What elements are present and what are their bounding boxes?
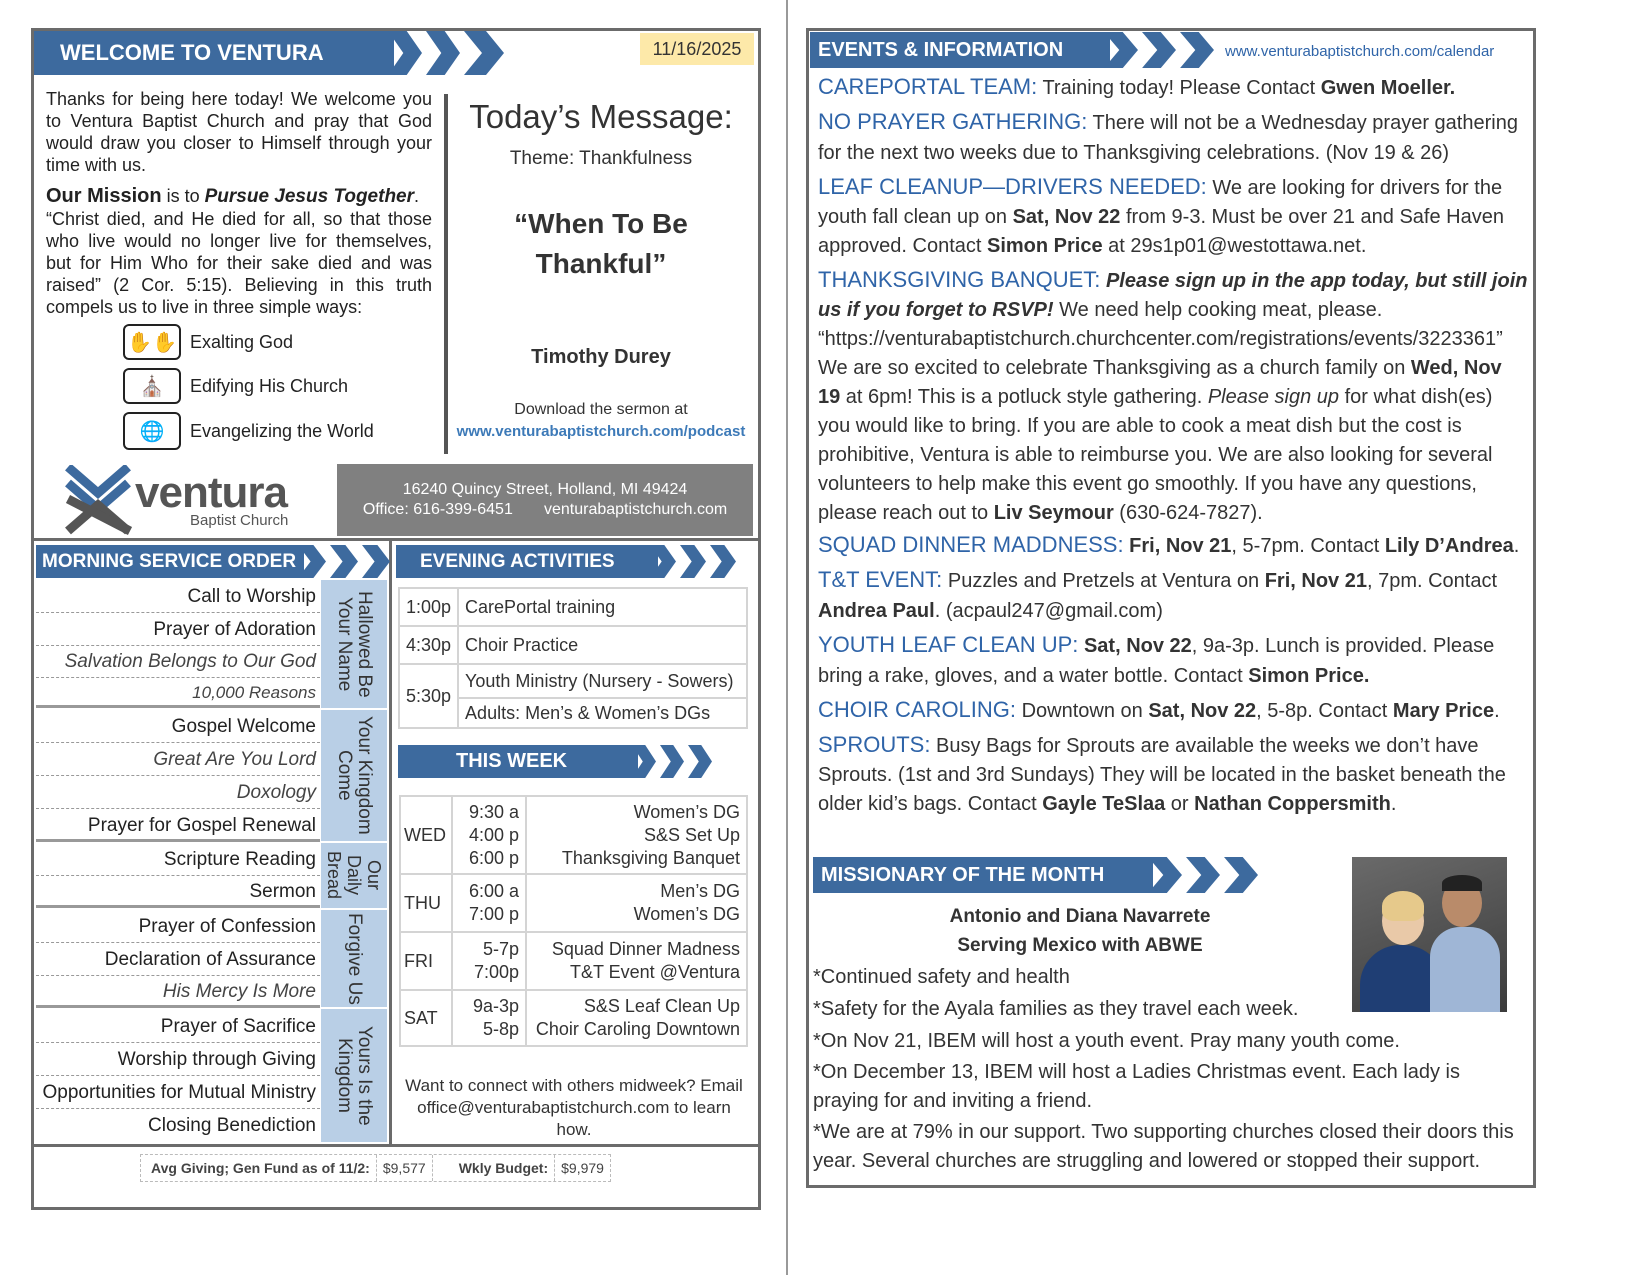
church-icon: ⛪ <box>123 368 181 404</box>
week-time: 7:00p <box>473 962 519 982</box>
globe-icon: 🌐 <box>123 412 181 450</box>
event-leaf-cleanup: LEAF CLEANUP—DRIVERS NEEDED: We are looking for drivers for the youth fall clean up on Sat, Nov 22 from 9-3. Must be over 21 and Safe Haven approved. Contact Simon Price at 29s1p01@westottawa.net. <box>818 174 1504 257</box>
service-item: Call to Worship <box>36 580 320 613</box>
date-badge: 11/16/2025 <box>640 33 754 65</box>
week-event: S&S Set Up <box>643 824 740 845</box>
events-list <box>818 72 1528 819</box>
prayer-item: *On Nov 21, IBEM will host a youth event. Pray many youth come. <box>813 1030 1400 1052</box>
event-sprouts: SPROUTS: Busy Bags for Sprouts are available the weeks we don’t have Sprouts. (1st and 3rd Sundays) They will be located in the basket beneath the older kid’s bags. Contact Gayle TeSlaa or Nathan Coppersmith. <box>818 732 1506 815</box>
event-choir: CHOIR CAROLING: Downtown on Sat, Nov 22, 5-8p. Contact Mary Price. <box>818 697 1500 722</box>
page-fold <box>786 0 788 1275</box>
week-table <box>399 795 748 1047</box>
service-chevron-icon <box>298 545 394 578</box>
mission-statement: Our Mission is to Pursue Jesus Together. “Christ died, and He died for all, so that those who live would no longer live for themselves, but for Him Who for their sake died and was raised” (2 Cor. 5:15). Believing in this truth compels us to live in three simple ways: <box>46 185 432 317</box>
service-item: Scripture Reading <box>36 844 320 876</box>
budget-label: Wkly Budget: <box>458 1160 549 1176</box>
week-time: 9:30 a <box>468 801 519 822</box>
evening-table <box>398 587 748 729</box>
week-time: 7:00 p <box>468 904 519 924</box>
worship-hands-icon: ✋✋ <box>123 324 181 360</box>
week-time: 5-7p <box>482 939 519 959</box>
giving-average: $9,577 <box>376 1155 433 1181</box>
evening-activity: Youth Ministry (Nursery - Sowers) <box>458 664 747 698</box>
week-day: THU <box>400 874 452 932</box>
events-header <box>810 32 1110 68</box>
welcome-header <box>34 31 394 75</box>
week-time: 9a-3p <box>472 996 519 1016</box>
service-item: Prayer for Gospel Renewal <box>36 809 320 842</box>
week-event: Thanksgiving Banquet <box>561 847 740 868</box>
message-heading: Today’s Message: <box>469 98 733 135</box>
message-title-line1: “When To Be <box>514 208 688 239</box>
week-event: Squad Dinner Madness <box>551 939 740 959</box>
mission-is: is to <box>161 186 205 206</box>
service-item: 10,000 Reasons <box>36 678 320 708</box>
connect-note: Want to connect with others midweek? Email office@venturabaptistchurch.com to learn how. <box>405 1076 743 1139</box>
event-no-prayer: NO PRAYER GATHERING: There will not be a Wednesday prayer gathering for the next two weeks due to Thanksgiving celebrations. (Nov 19 & 26) <box>818 109 1518 164</box>
message-title-line2: Thankful” <box>535 248 667 279</box>
prayer-item: *Safety for the Ayala families as they travel each week. <box>813 998 1299 1020</box>
missionary-header <box>813 857 1153 893</box>
welcome-intro: Thanks for being here today! We welcome you to Ventura Baptist Church and pray that God would draw you closer to Himself through your time with us. <box>46 89 432 175</box>
service-item: Gospel Welcome <box>36 710 320 743</box>
service-side-label: Yours Is the Kingdom <box>321 1009 387 1142</box>
mission-emphasis: Pursue Jesus Together <box>204 186 415 207</box>
event-banquet: THANKSGIVING BANQUET: Please sign up in the app today, but still join us if you forget to RSVP! We need help cooking meat, please. “https://venturabaptistchurch.churchcenter.com/registrations/events/3223361” We are so excited to celebrate Thanksgiving as a church family on Wed, Nov 19 at 6pm! This is a potluck style gathering. Please sign up for what dish(es) you would like to bring. If you are able to cook a meat dish but the cost is prohibitive, Ventura is able to reimburse you. We are also looking for several volunteers to help make this event go smoothly. If you have any questions, please reach out to Liv Seymour (630-624-7827). <box>818 267 1528 524</box>
evening-row <box>399 588 747 626</box>
evening-row <box>399 664 747 698</box>
ventura-logo-icon <box>60 465 136 535</box>
mission-lead: Our Mission <box>46 185 162 207</box>
service-item: Sermon <box>36 876 320 908</box>
service-item: Doxology <box>36 776 320 809</box>
service-side-label: Hallowed Be Your Name <box>321 580 387 708</box>
prayer-item: *Continued safety and health <box>813 966 1070 988</box>
missionary-names: Antonio and Diana Navarrete <box>949 906 1211 927</box>
missionary-chevron-icon <box>1148 857 1262 893</box>
service-side-label: Our Daily Bread <box>321 843 387 908</box>
week-chevron-icon <box>632 745 716 778</box>
section-divider <box>31 538 761 541</box>
evening-time: 5:30p <box>399 664 458 728</box>
giving-bar <box>140 1154 611 1182</box>
service-item: Salvation Belongs to Our God <box>36 646 320 678</box>
service-title: MORNING SERVICE ORDER <box>42 550 297 572</box>
evening-time: 4:30p <box>399 626 458 664</box>
week-time: 6:00 a <box>468 881 519 901</box>
welcome-title: WELCOME TO VENTURA <box>60 40 324 65</box>
calendar-link[interactable]: www.venturabaptistchurch.com/calendar <box>1225 43 1495 60</box>
service-item: Great Are You Lord <box>36 743 320 776</box>
mission-body: “Christ died, and He died for all, so that those who live would no longer live for themselves, but for Him Who for their sake died and was raised” (2 Cor. 5:15). Believing in this truth compels us to live in three simple ways: <box>46 209 432 317</box>
week-time: 5-8p <box>482 1019 519 1039</box>
week-event: T&T Event @Ventura <box>569 962 740 982</box>
service-item: Declaration of Assurance <box>36 943 320 976</box>
evening-activity: CarePortal training <box>458 588 747 626</box>
giving-divider <box>31 1144 761 1147</box>
week-row <box>400 874 747 932</box>
way-evangelizing: Evangelizing the World <box>190 421 374 441</box>
logo-name: ventura <box>135 468 287 517</box>
way-exalting: Exalting God <box>190 332 294 352</box>
missionary-title: MISSIONARY OF THE MONTH <box>821 863 1105 886</box>
message-theme: Theme: Thankfulness <box>509 148 693 169</box>
week-time: 6:00 p <box>468 847 519 868</box>
service-side-label: Forgive Us <box>321 910 387 1007</box>
evening-activity: Adults: Men’s & Women’s DGs <box>458 698 747 728</box>
column-divider <box>389 540 392 1146</box>
address-website[interactable]: venturabaptistchurch.com <box>543 501 728 518</box>
service-header <box>36 545 304 578</box>
week-row <box>400 932 747 990</box>
event-careportal: CAREPORTAL TEAM: Training today! Please Contact Gwen Moeller. <box>818 74 1456 99</box>
service-item: Prayer of Confession <box>36 910 320 943</box>
prayer-item: *On December 13, IBEM will host a Ladies Christmas event. Each lady is praying for and inviting a friend. <box>813 1061 1460 1112</box>
prayer-list <box>813 962 1528 1176</box>
week-row <box>400 796 747 874</box>
event-youth-leaf: YOUTH LEAF CLEAN UP: Sat, Nov 22, 9a-3p. Lunch is provided. Please bring a rake, gloves, and a water bottle. Contact Simon Price. <box>818 632 1495 687</box>
week-time: 4:00 p <box>468 824 519 845</box>
missionary-serving: Serving Mexico with ABWE <box>957 935 1203 956</box>
service-item: His Mercy Is More <box>36 976 320 1008</box>
week-row <box>400 990 747 1046</box>
address-line: 16240 Quincy Street, Holland, MI 49424 <box>402 481 688 498</box>
week-event: Women’s DG <box>633 904 740 924</box>
event-squad-dinner: SQUAD DINNER MADDNESS: Fri, Nov 21, 5-7pm. Contact Lily D’Andrea. <box>818 532 1520 557</box>
office-phone: Office: 616-399-6451 <box>362 501 513 518</box>
evening-time: 1:00p <box>399 588 458 626</box>
week-day: FRI <box>400 932 452 990</box>
service-item: Opportunities for Mutual Ministry <box>36 1076 320 1109</box>
week-day: WED <box>400 796 452 874</box>
evening-chevron-icon <box>650 545 740 578</box>
evening-activity: Choir Practice <box>458 626 747 664</box>
service-item: Prayer of Adoration <box>36 613 320 646</box>
events-title: EVENTS & INFORMATION <box>818 38 1064 61</box>
week-day: SAT <box>400 990 452 1046</box>
evening-title: EVENING ACTIVITIES <box>420 550 615 572</box>
chevron-arrows-icon <box>388 31 508 75</box>
service-item: Prayer of Sacrifice <box>36 1010 320 1043</box>
service-item: Worship through Giving <box>36 1043 320 1076</box>
service-item: Closing Benediction <box>148 1115 316 1136</box>
evening-header <box>396 545 658 578</box>
event-tt: T&T EVENT: Puzzles and Pretzels at Ventura on Fri, Nov 21, 7pm. Contact Andrea Paul. (acpaul247@gmail.com) <box>818 567 1498 622</box>
week-event: Men’s DG <box>660 881 740 901</box>
message-speaker: Timothy Durey <box>531 346 671 368</box>
budget-value: $9,979 <box>554 1155 610 1181</box>
podcast-link[interactable]: www.venturabaptistchurch.com/podcast <box>456 423 746 440</box>
events-chevron-icon <box>1104 32 1218 68</box>
week-event: Women’s DG <box>633 801 740 822</box>
person-hair <box>1442 875 1482 891</box>
evening-row <box>399 626 747 664</box>
way-edifying: Edifying His Church <box>190 376 349 396</box>
divider <box>444 94 448 454</box>
download-label: Download the sermon at <box>514 401 688 418</box>
person-hair <box>1382 891 1424 921</box>
logo-subtitle: Baptist Church <box>190 512 289 529</box>
week-title: THIS WEEK <box>456 750 568 772</box>
week-event: Choir Caroling Downtown <box>535 1019 740 1039</box>
service-list <box>36 580 320 1146</box>
giving-label: Avg Giving; Gen Fund as of 11/2: <box>151 1160 370 1176</box>
service-side-label: Your Kingdom Come <box>321 710 387 841</box>
week-header <box>398 745 638 778</box>
prayer-item: *We are at 79% in our support. Two supporting churches closed their doors this year. Several churches are struggling and lowered or stopped their support. <box>813 1121 1514 1172</box>
week-event: S&S Leaf Clean Up <box>583 996 740 1016</box>
address-box <box>337 464 753 536</box>
